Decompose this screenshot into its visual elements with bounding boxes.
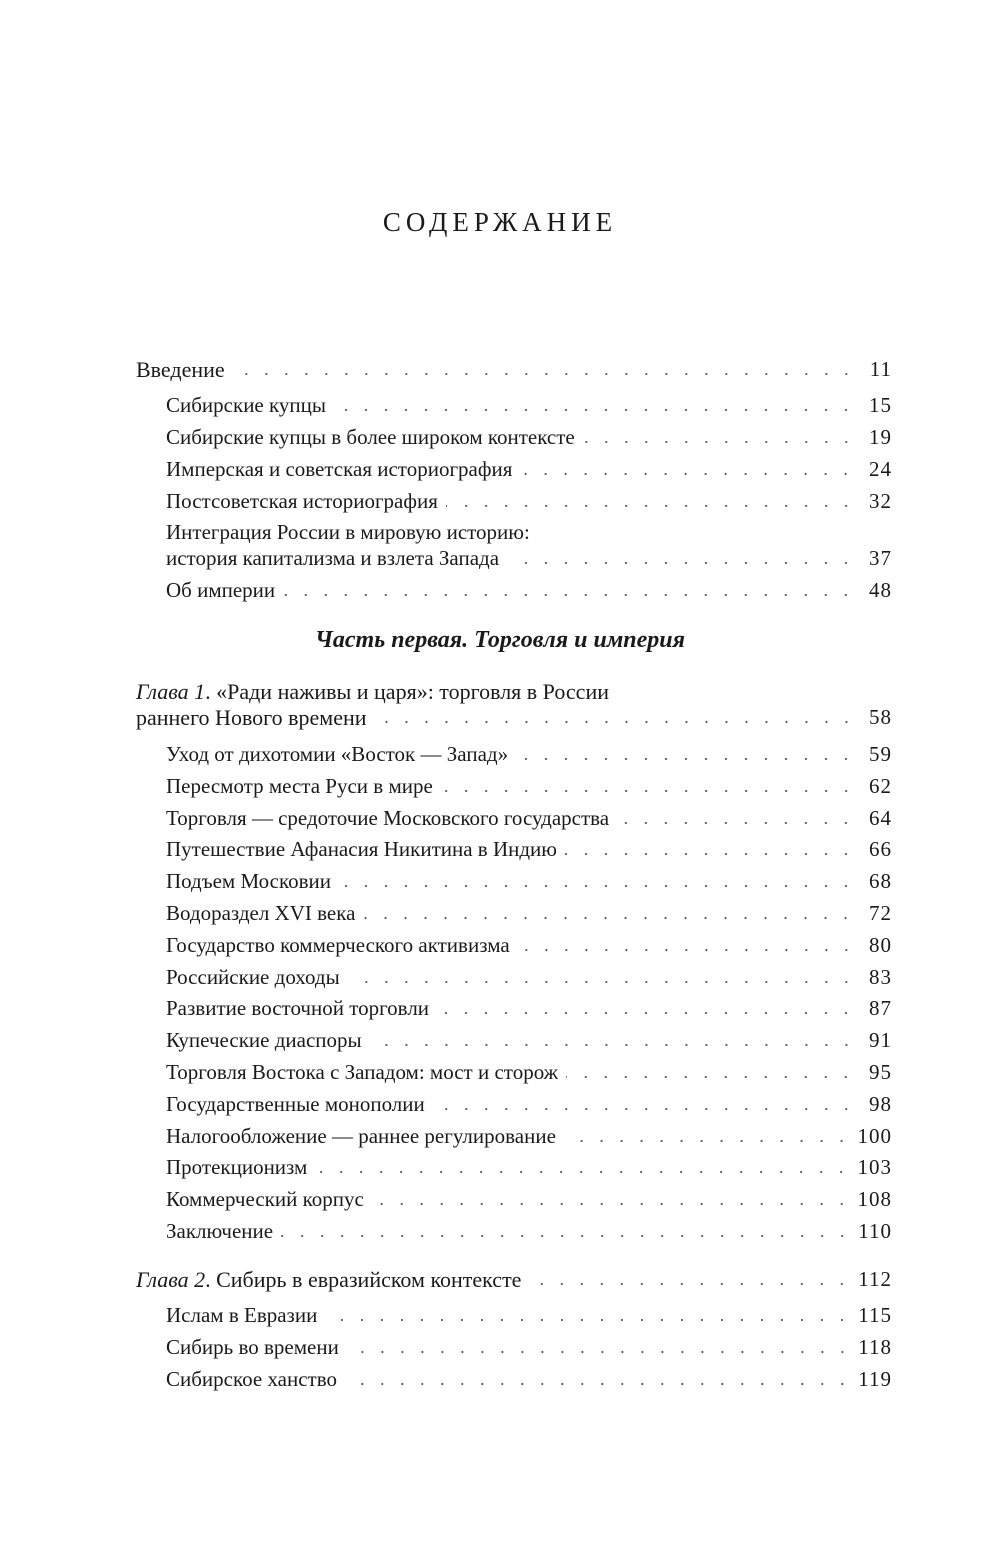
- toc-entry[interactable]: [166, 965, 892, 990]
- toc-entry-label: Подъем Московии: [166, 869, 331, 894]
- toc-entry[interactable]: [166, 806, 892, 831]
- toc-page-number: 98: [869, 1091, 892, 1116]
- dot-leader: [437, 996, 856, 1021]
- dot-leader: [446, 489, 856, 514]
- toc-page-number: 103: [857, 1155, 892, 1180]
- toc-entry[interactable]: [166, 837, 892, 862]
- dot-leader: [583, 425, 856, 450]
- toc-page-number: 115: [858, 1303, 892, 1327]
- toc-page-number: 64: [869, 805, 892, 830]
- toc-page-number: 59: [869, 742, 892, 766]
- toc-page-number: 37: [869, 546, 892, 570]
- chapter-title-text: . «Ради наживы и царя»: торговля в России: [205, 679, 609, 704]
- toc-entry[interactable]: [166, 425, 892, 450]
- toc-entry-label: Купеческие диаспоры: [166, 1028, 362, 1053]
- dot-leader: [347, 1335, 852, 1360]
- toc-page-number: 11: [869, 357, 892, 381]
- dot-leader: [518, 933, 856, 958]
- toc-page-number: 62: [869, 773, 892, 798]
- chapter-title: [136, 679, 613, 704]
- toc-entry[interactable]: [166, 1367, 892, 1392]
- toc-entry-label: Уход от дихотомии «Восток — Запад»: [166, 742, 509, 766]
- toc-entry[interactable]: [166, 1124, 892, 1149]
- toc-entry[interactable]: [166, 489, 892, 514]
- dot-leader: [348, 965, 856, 990]
- toc-entry-label: Водораздел XVI века: [166, 901, 356, 925]
- toc-page-number: 110: [858, 1219, 892, 1243]
- dot-leader: [566, 1060, 856, 1085]
- toc-entry[interactable]: [166, 457, 892, 482]
- toc-entry-label: Пересмотр места Руси в мире: [166, 773, 433, 798]
- toc-entry-chapter2[interactable]: [136, 1267, 892, 1292]
- dot-leader: [516, 742, 856, 767]
- dot-leader: [281, 1219, 852, 1244]
- toc-entry-label: Коммерческий корпус: [166, 1187, 364, 1212]
- toc-entry[interactable]: [166, 933, 892, 958]
- toc-entry-label: Сибирские купцы в более широком контексте: [166, 425, 575, 449]
- toc-entry[interactable]: [166, 1155, 892, 1180]
- toc-entry[interactable]: [166, 1060, 892, 1085]
- dot-leader: [529, 1267, 852, 1292]
- dot-leader: [233, 357, 856, 382]
- dot-leader: [441, 774, 856, 799]
- dot-leader: [283, 578, 856, 603]
- toc-entry-label: Сибирь во времени: [166, 1335, 339, 1359]
- chapter-title-text: . Сибирь в евразийском контексте: [205, 1267, 522, 1292]
- toc-entry-label: Торговля Востока с Западом: мост и сторож: [166, 1060, 559, 1084]
- toc-page-number: 83: [869, 964, 892, 989]
- toc-page-number: 95: [869, 1060, 892, 1084]
- toc-page-number: 80: [869, 932, 892, 957]
- dot-leader: [507, 546, 856, 571]
- toc-entry-label: Постсоветская историография: [166, 489, 438, 513]
- toc-entry[interactable]: [166, 546, 892, 571]
- toc-entry-line1[interactable]: [166, 520, 892, 545]
- dot-leader: [370, 1028, 856, 1053]
- toc-entry-label: раннего Нового времени: [136, 705, 367, 730]
- toc-entry[interactable]: [166, 1028, 892, 1053]
- chapter-prefix: Глава 2: [136, 1267, 206, 1292]
- toc-entry[interactable]: [166, 901, 892, 926]
- toc-entry-label: Налогообложение — раннее регулирование: [166, 1123, 556, 1148]
- dot-leader: [345, 1367, 852, 1392]
- toc-entry-label: Введение: [136, 357, 225, 382]
- toc-page-number: 119: [858, 1367, 892, 1391]
- toc-page-number: 100: [857, 1123, 892, 1148]
- dot-leader: [363, 901, 856, 926]
- dot-leader: [617, 806, 856, 831]
- toc-page-number: 15: [869, 393, 892, 417]
- toc-entry-label: Заключение: [166, 1219, 274, 1243]
- toc-entry[interactable]: [166, 393, 892, 418]
- toc-entry-chapter1[interactable]: [136, 705, 892, 730]
- toc-entry[interactable]: [166, 1092, 892, 1117]
- toc-entry[interactable]: [166, 774, 892, 799]
- toc-entry-label: Ислам в Евразии: [166, 1303, 318, 1327]
- page-title: СОДЕРЖАНИЕ: [382, 207, 618, 237]
- toc-entry[interactable]: [166, 996, 892, 1021]
- dot-leader: [520, 457, 856, 482]
- toc-entry[interactable]: [166, 1187, 892, 1212]
- chapter-prefix: Глава 1: [136, 679, 206, 704]
- toc-entry-label: Государственные монополии: [166, 1091, 425, 1116]
- toc-page-number: 87: [869, 996, 892, 1021]
- toc-page-number: 108: [857, 1187, 892, 1212]
- toc-entry-label: история капитализма и взлета Запада: [166, 546, 500, 570]
- toc-entry-label: Об империи: [166, 578, 276, 602]
- toc-page-number: 72: [869, 901, 892, 925]
- toc-entry-label: Российские доходы: [166, 964, 340, 989]
- chapter-title-line1[interactable]: [136, 679, 892, 704]
- toc-page-number: 32: [869, 489, 892, 513]
- toc-entry-label: Сибирские купцы: [166, 393, 326, 417]
- toc-page-number: 19: [869, 425, 892, 449]
- toc-entry[interactable]: [166, 578, 892, 603]
- chapter-title: [136, 1267, 525, 1292]
- toc-entry[interactable]: [166, 742, 892, 767]
- dot-leader: [325, 1303, 852, 1328]
- toc-entry[interactable]: [166, 869, 892, 894]
- toc-page-number: 48: [869, 578, 892, 602]
- toc-entry-label: Сибирское ханство: [166, 1367, 338, 1391]
- toc-entry-intro[interactable]: [136, 357, 892, 382]
- toc-entry[interactable]: [166, 1303, 892, 1328]
- toc-page-number: 24: [869, 457, 892, 481]
- dot-leader: [433, 1092, 856, 1117]
- part-title[interactable]: Часть первая. Торговля и империя: [314, 627, 686, 653]
- toc-entry-label: Развитие восточной торговли: [166, 996, 430, 1021]
- toc-entry-label: Интеграция России в мировую историю:: [166, 520, 530, 544]
- toc-page-number: 66: [869, 837, 892, 862]
- dot-leader: [334, 393, 856, 418]
- dot-leader: [372, 1187, 852, 1212]
- toc-page-number: 58: [869, 705, 892, 729]
- toc-page-number: 68: [869, 869, 892, 894]
- toc-page-number: 118: [858, 1335, 892, 1359]
- toc-entry-label: Торговля — средоточие Московского государства: [166, 805, 610, 830]
- toc-page-number: 112: [858, 1267, 892, 1291]
- dot-leader: [339, 869, 856, 894]
- dot-leader: [375, 705, 856, 730]
- toc-page-number: 91: [869, 1028, 892, 1053]
- toc-entry[interactable]: [166, 1219, 892, 1244]
- toc-entry[interactable]: [166, 1335, 892, 1360]
- toc-entry-label: Государство коммерческого активизма: [166, 932, 510, 957]
- toc-entry-label: Путешествие Афанасия Никитина в Индию: [166, 837, 557, 862]
- dot-leader: [565, 837, 856, 862]
- dot-leader: [315, 1155, 851, 1180]
- toc-entry-label: Протекционизм: [166, 1155, 308, 1180]
- dot-leader: [564, 1124, 852, 1149]
- toc-entry-label: Имперская и советская историография: [166, 457, 513, 481]
